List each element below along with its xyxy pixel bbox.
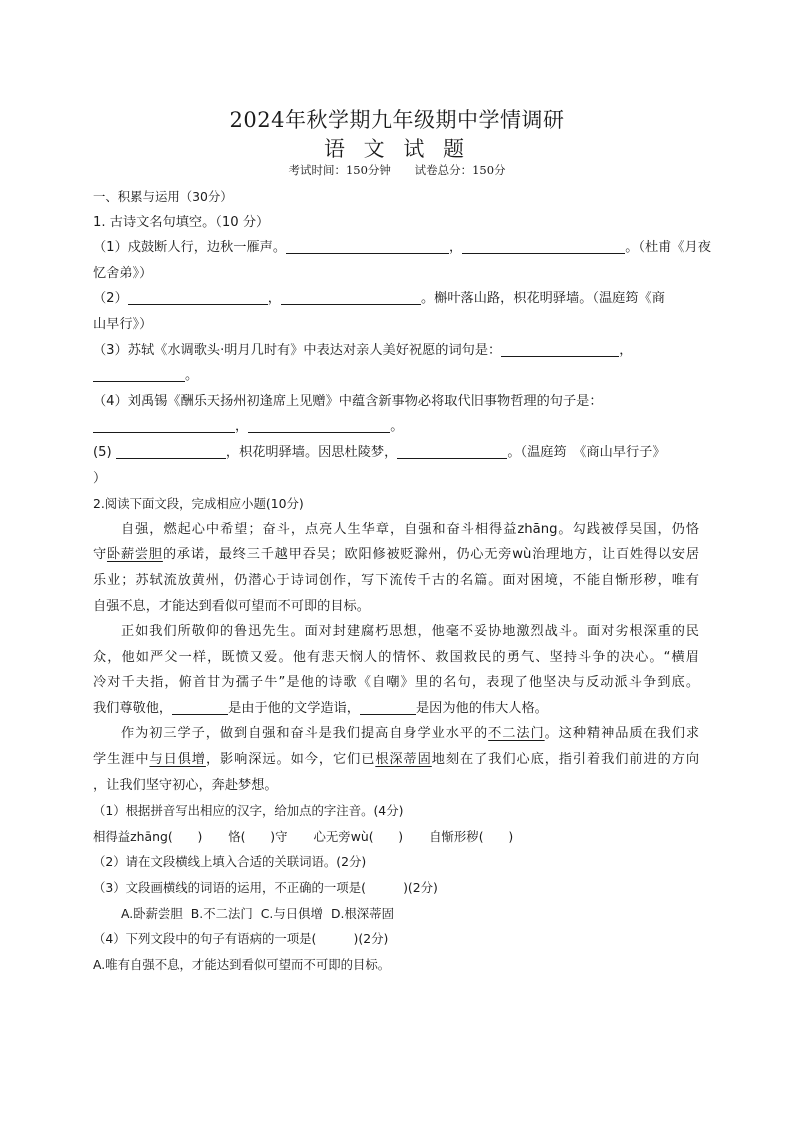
answer-blank[interactable]: [281, 289, 421, 305]
passage-line: 冷对千夫指，俯首甘为孺子牛”是他的诗歌《自嘲》里的名句，表现了他坚决与反动派斗争到底。: [93, 675, 699, 691]
subject-title: 语 文 试 题: [323, 137, 471, 161]
q1-item-3: （3）苏轼《水调歌头·明月几时有》中表达对亲人美好祝愿的词句是： ，: [93, 342, 633, 358]
answer-blank[interactable]: [116, 443, 226, 459]
passage-line: 众，他如严父一样，既愤又爱。他有悲天悯人的情怀、救国救民的勇气、坚持斗争的决心。“横眉: [93, 649, 699, 665]
answer-blank[interactable]: [360, 699, 416, 715]
passage-line: 我们尊敬他， 是由于他的文学造诣， 是因为他的伟大人格。: [93, 700, 548, 716]
passage-line: 守卧薪尝胆的承诺，最终三千越甲吞吴；欧阳修被贬滁州，仍心无旁wù治理地方，让百姓得以安居: [93, 547, 700, 563]
subquestion-2: （2）请在文段横线上填入合适的关联词语。(2分): [93, 854, 367, 870]
answer-blank[interactable]: [93, 366, 185, 382]
option-c: C.与日俱增: [260, 905, 323, 921]
subquestion-4: （4）下列文段中的句子有语病的一项是( )(2分): [93, 931, 389, 947]
answer-blank[interactable]: [172, 699, 228, 715]
list-item: 相得益zhāng( ): [93, 828, 203, 844]
question-1-title: 1. 古诗文名句填空。（10 分）: [93, 214, 270, 230]
passage-line: 自强不息，才能达到看似可望而不可即的目标。: [93, 598, 370, 614]
answer-blank[interactable]: [286, 238, 449, 254]
question-2-title: 2.阅读下面文段，完成相应小题(10分): [93, 496, 304, 512]
q1-item-4: （4）刘禹锡《酬乐天扬州初逢席上见赠》中蕴含新事物必将取代旧事物哲理的句子是：: [93, 393, 603, 409]
passage-line: 自强，燃起心中希望；奋斗，点亮人生华章，自强和奋斗相得益zhāng。勾践被俘吴国，仍恪: [121, 521, 699, 537]
q1-item-2: （2） ， 。槲叶落山路，枳花明驿墙。（温庭筠《商: [93, 291, 665, 307]
exam-title: 2024年秋学期九年级期中学情调研: [229, 108, 565, 132]
exam-score: 试卷总分：150分: [414, 163, 506, 177]
passage-line: ，让我们坚守初心，奔赴梦想。: [93, 777, 278, 793]
answer-blank[interactable]: [397, 443, 507, 459]
option-b: B.不二法门: [190, 905, 253, 921]
passage-line: 乐业；苏轼流放黄州，仍潜心于诗词创作，写下流传千古的名篇。面对困境，不能自惭形秽，唯有: [93, 572, 699, 588]
list-item: 自惭形秽( ): [429, 828, 514, 844]
option-a: A.卧薪尝胆: [121, 905, 183, 921]
answer-blank[interactable]: [128, 289, 268, 305]
exam-time: 考试时间：150分钟: [288, 163, 391, 177]
exam-content: [93, 184, 711, 977]
q1-item-5-cont: ）: [93, 470, 107, 486]
q1-item-1: （1）戍鼓断人行，边秋一雁声。 ， 。（杜甫《月夜: [93, 240, 711, 256]
q1-item-1-cont: 忆舍弟》）: [93, 265, 153, 281]
subquestion-1: （1）根据拼音写出相应的汉字，给加点的字注音。(4分): [93, 803, 404, 819]
q1-item-4-cont: ， 。: [93, 414, 699, 440]
list-item: 心无旁wù( ): [313, 828, 404, 844]
exam-info: [0, 162, 794, 178]
subquestion-3-options: [93, 901, 699, 927]
answer-blank[interactable]: [501, 341, 619, 357]
q1-item-3-cont: 。: [93, 363, 699, 389]
passage-line: 学生涯中与日俱增，影响深远。如今，它们已根深蒂固地刻在了我们心底，指引着我们前进的方向: [93, 752, 700, 768]
q1-item-2-cont: 山早行》）: [93, 316, 153, 332]
q1-item-5: (5) ，枳花明驿墙。因思杜陵梦， 。（温庭筠 《商山早行子》: [93, 444, 666, 460]
subquestion-4-option-a: A.唯有自强不息，才能达到看似可望而不可即的目标。: [93, 956, 391, 972]
answer-blank[interactable]: [93, 417, 235, 433]
section-heading: 一、积累与运用（30分）: [93, 189, 233, 204]
option-d: D.根深蒂固: [330, 905, 394, 921]
passage-line: 正如我们所敬仰的鲁迅先生。面对封建腐朽思想，他毫不妥协地激烈战斗。面对劣根深重的民: [121, 624, 699, 640]
answer-blank[interactable]: [248, 417, 390, 433]
answer-blank[interactable]: [462, 238, 625, 254]
passage-line: 作为初三学子，做到自强和奋斗是我们提高自身学业水平的不二法门。这种精神品质在我们求: [121, 726, 700, 742]
subquestion-3: （3）文段画横线的词语的运用，不正确的一项是( )(2分): [93, 880, 438, 896]
subquestion-1-items: [93, 824, 699, 850]
list-item: 恪( )守: [228, 828, 288, 844]
